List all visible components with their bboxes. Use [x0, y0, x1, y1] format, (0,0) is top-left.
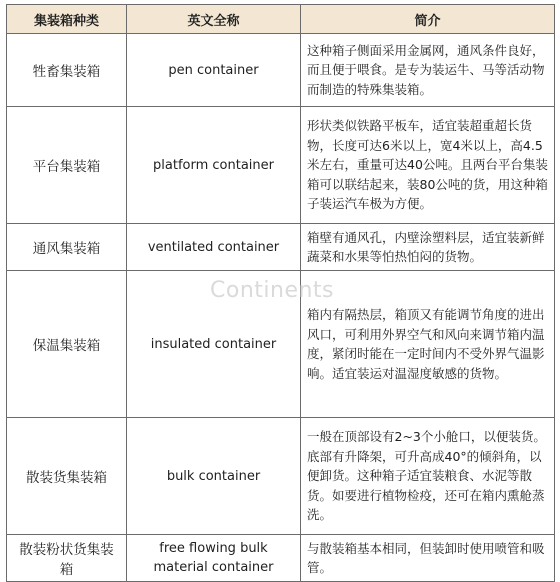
table-row — [7, 418, 555, 535]
container-types-table — [6, 4, 555, 582]
table-row — [7, 34, 555, 107]
row-name: 平台集装箱 — [7, 107, 127, 224]
table-row — [7, 535, 555, 582]
header-english-name: 英文全称 — [127, 5, 301, 34]
watermark: Continents — [210, 278, 335, 303]
row-name: 散装粉状货集装箱 — [7, 535, 127, 582]
row-english: ventilated container — [127, 224, 301, 271]
row-description: 这种箱子侧面采用金属网，通风条件良好，而且便于喂食。是专为装运牛、马等活动物而制造的特殊集装箱。 — [301, 34, 555, 107]
header-description: 简介 — [301, 5, 555, 34]
row-description: 形状类似铁路平板车，适宜装超重超长货物，长度可达6米以上，宽4米以上，高4.5米左右，重量可达40公吨。且两台平台集装箱可以联结起来，装80公吨的货，用这种箱子装运汽车极为方便。 — [301, 107, 555, 224]
row-english: bulk container — [127, 418, 301, 535]
row-name: 散装货集装箱 — [7, 418, 127, 535]
row-description: 一般在顶部设有2~3个小舱口，以便装货。底部有升降架，可升高成40°的倾斜角，以便卸货。这种箱子适宜装粮食、水泥等散货。如要进行植物检疫，还可在箱内熏舱蒸洗。 — [301, 418, 555, 535]
row-description: 箱壁有通风孔，内壁涂塑料层，适宜装新鲜蔬菜和水果等怕热怕闷的货物。 — [301, 224, 555, 271]
row-english: platform container — [127, 107, 301, 224]
table-row — [7, 271, 555, 418]
row-description: 箱内有隔热层，箱顶又有能调节角度的进出风口，可利用外界空气和风向来调节箱内温度，紧闭时能在一定时间内不受外界气温影响。适宜装运对温湿度敏感的货物。 — [301, 271, 555, 418]
table-header-row — [7, 5, 555, 34]
row-english: free flowing bulk material container — [127, 535, 301, 582]
row-name: 牲畜集装箱 — [7, 34, 127, 107]
row-description: 与散装箱基本相同，但装卸时使用喷管和吸管。 — [301, 535, 555, 582]
table-row — [7, 107, 555, 224]
header-container-type: 集装箱种类 — [7, 5, 127, 34]
row-english: insulated container — [127, 271, 301, 418]
table-row — [7, 224, 555, 271]
row-name: 通风集装箱 — [7, 224, 127, 271]
row-name: 保温集装箱 — [7, 271, 127, 418]
row-english: pen container — [127, 34, 301, 107]
